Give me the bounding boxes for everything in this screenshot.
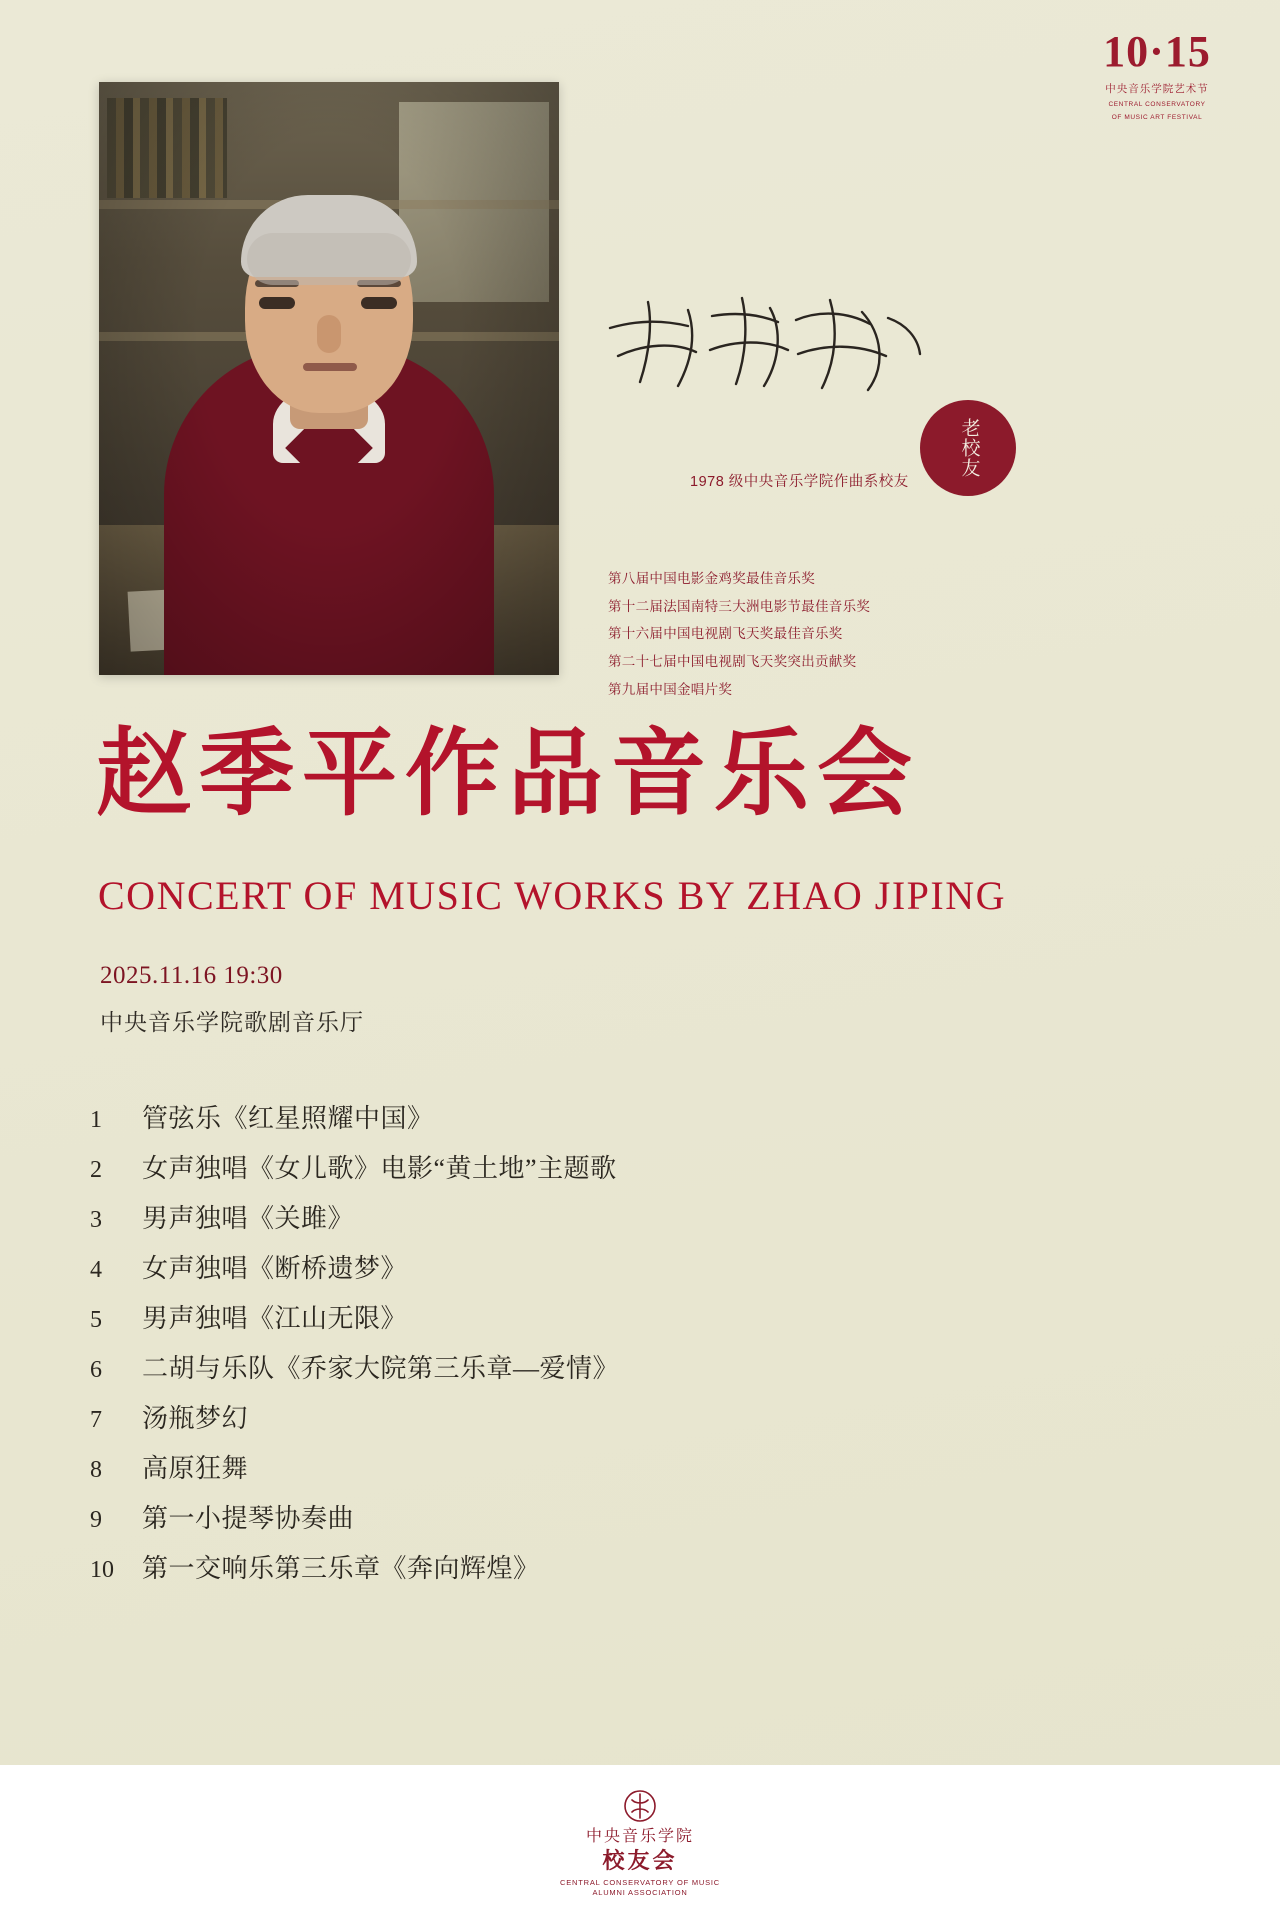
program-item-number: 7 [90,1407,102,1433]
program-item-number: 10 [90,1557,114,1583]
program-item [90,1148,1090,1198]
program-item [90,1298,1090,1348]
program-item-number: 2 [90,1157,102,1183]
program-item [90,1098,1090,1148]
program-item [90,1548,1090,1598]
alumni-seal [920,400,1016,496]
program-item-label: 女声独唱《女儿歌》电影“黄土地”主题歌 [142,1154,617,1183]
program-item-label: 男声独唱《江山无限》 [142,1304,408,1333]
page-title-cn: 赵季平作品音乐会 [96,721,921,827]
alumni-association-logo [560,1789,720,1897]
event-datetime: 2025.11.16 19:30 [100,962,283,989]
alumni-seal-text: 老校友 [958,418,980,478]
award-item: 第八届中国电影金鸡奖最佳音乐奖 [608,571,815,586]
footer-en-line1: CENTRAL CONSERVATORY OF MUSIC [559,1877,721,1887]
program-item-number: 8 [90,1457,102,1483]
program-item [90,1198,1090,1248]
festival-logo-en-line1: CENTRAL CONSERVATORY [1108,101,1206,108]
program-item-label: 第一交响乐第三乐章《奔向辉煌》 [142,1554,540,1583]
composer-portrait [99,82,559,675]
festival-logo [1082,27,1232,123]
event-venue: 中央音乐学院歌剧音乐厅 [100,1010,364,1035]
program-item [90,1398,1090,1448]
program-item-number: 6 [90,1357,102,1383]
program-item [90,1448,1090,1498]
handwritten-signature [600,290,930,400]
awards-list [608,565,1068,703]
award-item: 第十六届中国电视剧飞天奖最佳音乐奖 [608,626,843,642]
footer-cn-line2: 校友会 [602,1847,678,1873]
award-item: 第二十七届中国电视剧飞天奖突出贡献奖 [608,654,857,670]
festival-logo-en-line2: OF MUSIC ART FESTIVAL [1111,114,1203,122]
page-title-en: CONCERT OF MUSIC WORKS BY ZHAO JIPING [98,873,1007,918]
program-item-label: 女声独唱《断桥遗梦》 [142,1254,408,1283]
award-item: 第十二届法国南特三大洲电影节最佳音乐奖 [608,598,871,614]
program-item-label: 高原狂舞 [142,1454,249,1483]
program-item [90,1498,1090,1548]
program-list [90,1098,1090,1598]
program-item-number: 9 [90,1507,102,1533]
festival-logo-cn: 中央音乐学院艺术节 [1105,83,1209,95]
program-item-label: 汤瓶梦幻 [142,1404,249,1433]
award-item: 第九届中国金唱片奖 [608,681,733,697]
program-item-label: 二胡与乐队《乔家大院第三乐章—爱情》 [142,1354,620,1383]
program-item-number: 4 [90,1257,102,1283]
conservatory-emblem-icon [623,1789,657,1823]
program-item-label: 男声独唱《关雎》 [142,1204,355,1233]
footer-cn-line1: 中央音乐学院 [585,1827,694,1845]
portrait-vignette [99,82,559,675]
festival-logo-mark: 10·15 [1103,27,1211,76]
alumni-class-line: 1978 级中央音乐学院作曲系校友 [690,474,909,490]
program-item [90,1348,1090,1398]
program-item-label: 管弦乐《红星照耀中国》 [142,1104,434,1133]
program-item-number: 1 [90,1107,102,1133]
footer [0,1765,1280,1920]
program-item-number: 3 [90,1207,102,1233]
program-item-label: 第一小提琴协奏曲 [142,1504,355,1533]
footer-en-line2: ALUMNI ASSOCIATION [592,1888,688,1897]
program-item-number: 5 [90,1307,102,1333]
program-item [90,1248,1090,1298]
